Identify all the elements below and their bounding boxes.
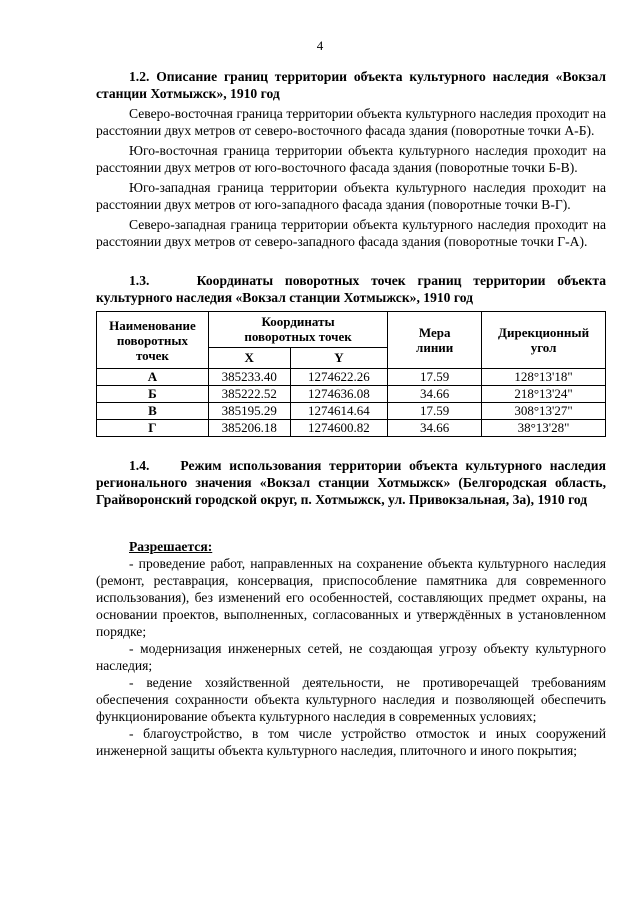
paragraph: Юго-западная граница территории объекта культурного наследия проходит на расстоянии двух метров от юго-западного фасада здания (поворотные точки В-Г). (96, 180, 606, 212)
point-name: В (97, 403, 209, 420)
coord-y: 1274636.08 (290, 386, 388, 403)
coord-y: 1274600.82 (290, 420, 388, 437)
document-body (96, 68, 610, 759)
coord-x: 385195.29 (208, 403, 290, 420)
table-row (97, 369, 606, 386)
list-item: - благоустройство, в том числе устройство отмосток и иных сооружений инженерной защиты объекта культурного наследия, плиточного и иного покрытия; (96, 726, 606, 758)
coordinates-table (96, 311, 606, 437)
point-name: А (97, 369, 209, 386)
measure: 17.59 (388, 369, 482, 386)
table-row (97, 420, 606, 437)
angle: 128°13'18" (482, 369, 606, 386)
section-1-3-heading: 1.3. Координаты поворотных точек границ территории объекта культурного наследия «Вокзал станции Хотмыжск», 1910 год (96, 273, 610, 305)
coord-x: 385233.40 (208, 369, 290, 386)
point-name: Г (97, 420, 209, 437)
list-item: - проведение работ, направленных на сохранение объекта культурного наследия (ремонт, реставрация, консервация, приспособление памятника для современного использования), без изменений его особенностей, составляющих предмет охраны, на основании проектов, выполненных, согласованных и утверждённых в установленном порядке; (96, 556, 606, 639)
col-header-y: Y (290, 347, 388, 368)
col-header-angle: Дирекционный угол (482, 312, 606, 369)
section-1-4-heading: 1.4. Режим использования территории объекта культурного наследия регионального значения «Вокзал станции Хотмыжск» (Белгородская область, Грайворонский городской округ, п. Хотмыжск, ул. Привокзальная, 3а), 1910 год (96, 458, 610, 507)
table-row (97, 386, 606, 403)
section-1-2-heading: 1.2. Описание границ территории объекта культурного наследия «Вокзал станции Хотмыжск», 1910 год (96, 69, 606, 101)
coord-x: 385206.18 (208, 420, 290, 437)
page-number: 4 (316, 38, 324, 53)
allowed-label: Разрешается: (129, 539, 213, 554)
col-header-measure: Мера линии (388, 312, 482, 369)
coord-x: 385222.52 (208, 386, 290, 403)
measure: 17.59 (388, 403, 482, 420)
coord-y: 1274622.26 (290, 369, 388, 386)
measure: 34.66 (388, 386, 482, 403)
coord-y: 1274614.64 (290, 403, 388, 420)
paragraph: Юго-восточная граница территории объекта культурного наследия проходит на расстоянии двух метров от юго-восточного фасада здания (поворотные точки Б-В). (96, 143, 606, 175)
angle: 218°13'24" (482, 386, 606, 403)
col-header-name: Наименование поворотных точек (97, 312, 209, 369)
col-header-x: X (208, 347, 290, 368)
list-item: - ведение хозяйственной деятельности, не противоречащей требованиям обеспечения сохранности объекта культурного наследия и позволяющей обеспечить функционирование объекта культурного наследия в современных условиях; (96, 675, 606, 724)
angle: 308°13'27" (482, 403, 606, 420)
col-header-coords: Координаты поворотных точек (208, 312, 387, 348)
table-row (97, 403, 606, 420)
point-name: Б (97, 386, 209, 403)
angle: 38°13'28" (482, 420, 606, 437)
paragraph: Северо-западная граница территории объекта культурного наследия проходит на расстоянии двух метров от северо-западного фасада здания (поворотные точки Г-А). (96, 217, 606, 249)
measure: 34.66 (388, 420, 482, 437)
list-item: - модернизация инженерных сетей, не создающая угрозу объекту культурного наследия; (96, 641, 606, 673)
paragraph: Северо-восточная граница территории объекта культурного наследия проходит на расстоянии двух метров от северо-восточного фасада здания (поворотные точки А-Б). (96, 106, 606, 138)
